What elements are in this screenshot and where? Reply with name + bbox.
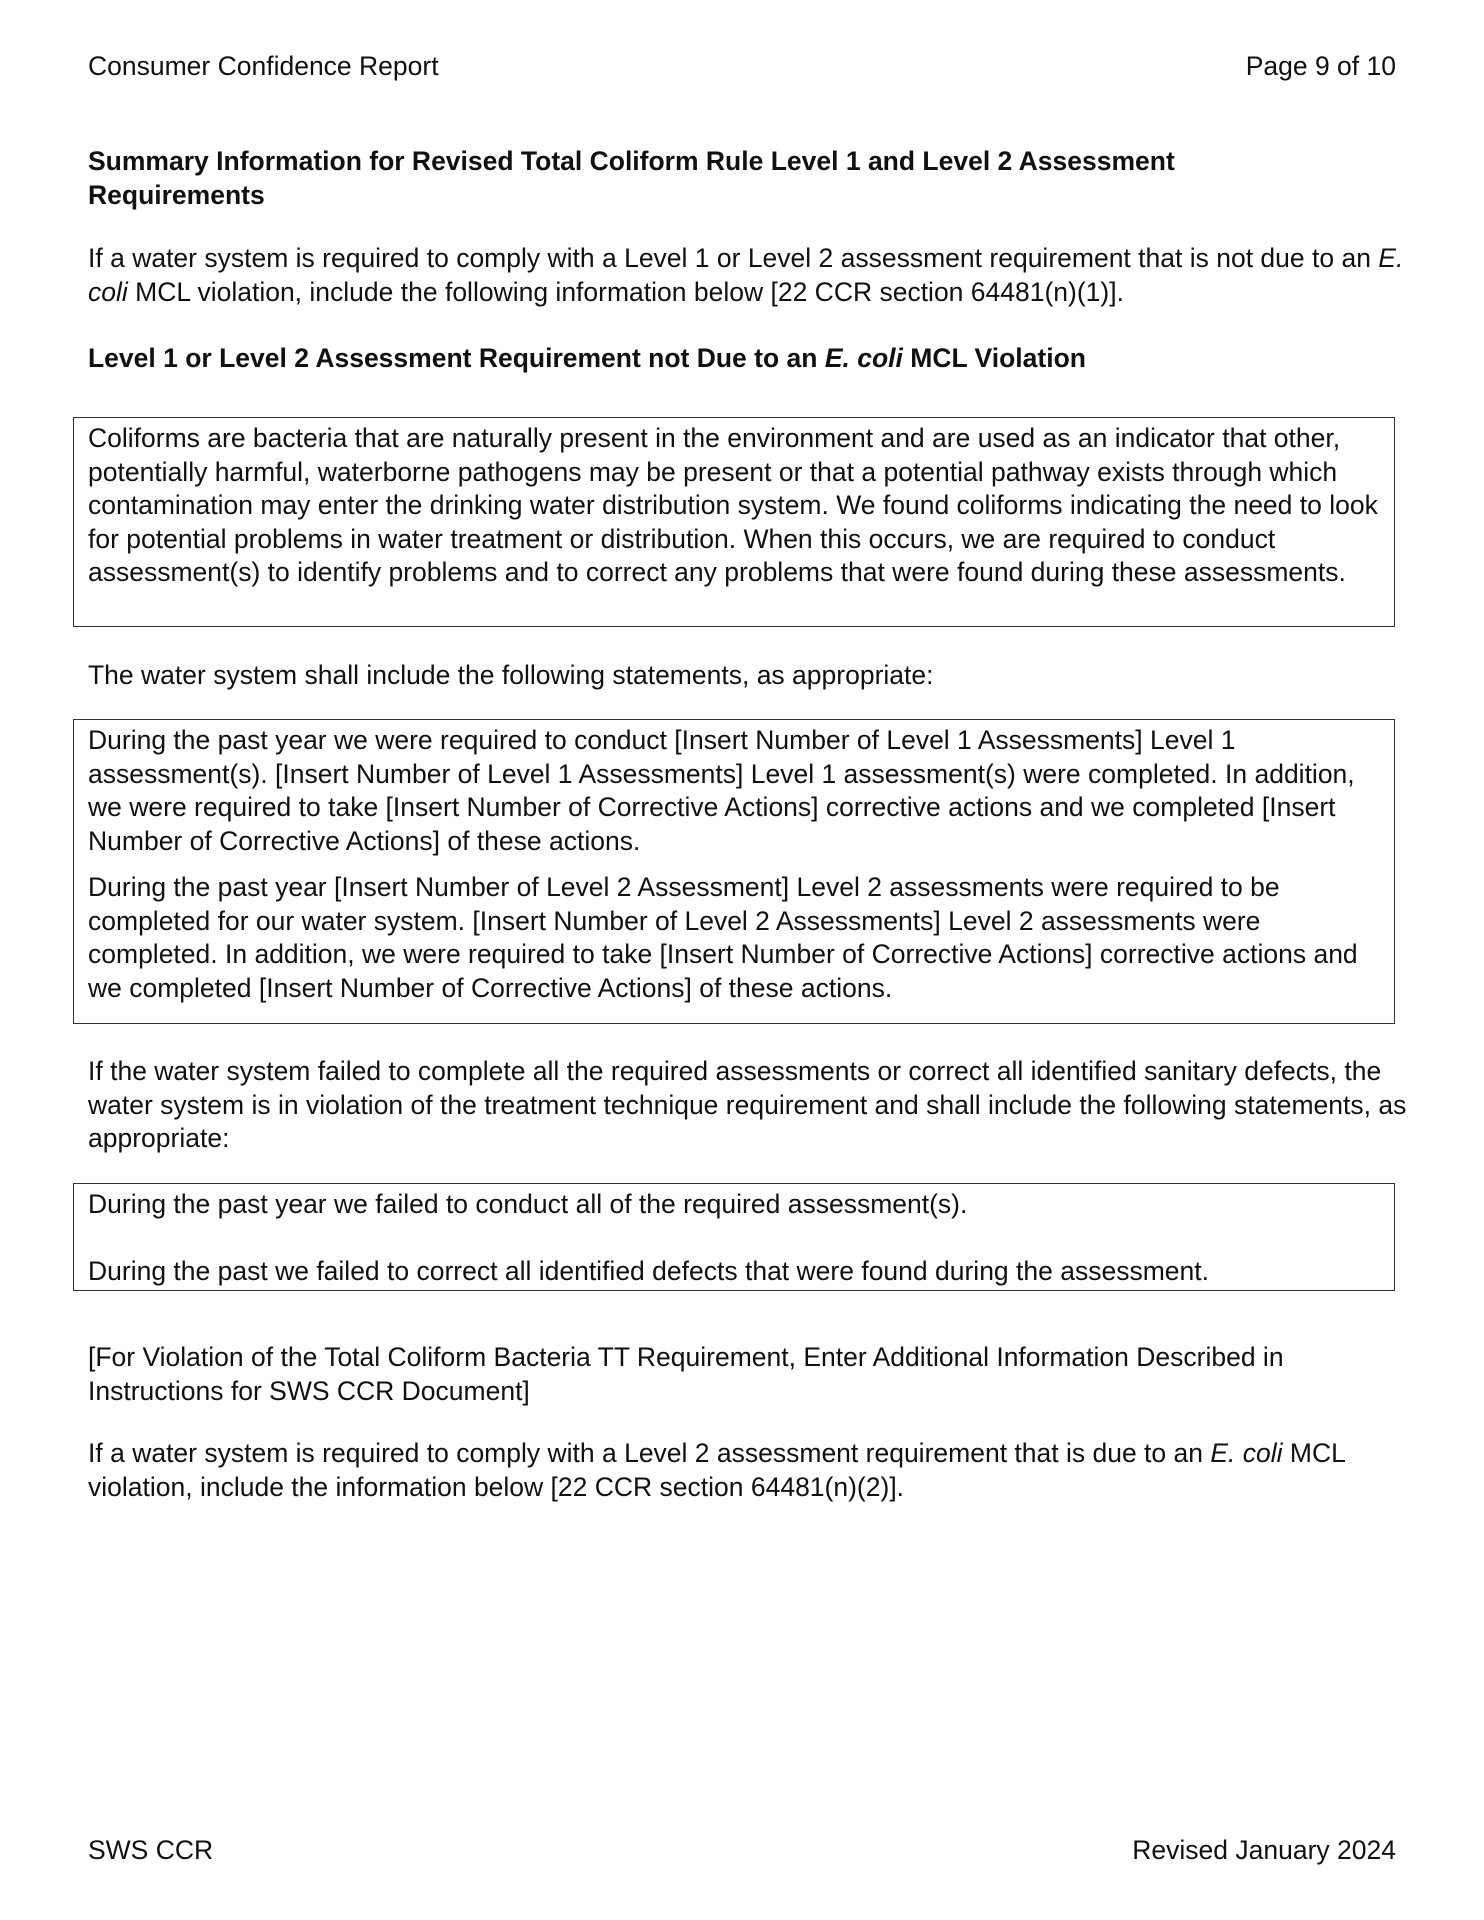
footer-left-label: SWS CCR — [88, 1835, 214, 1865]
level2-intro — [88, 1437, 1378, 1504]
header-page-number: Page 9 of 10 — [1245, 51, 1396, 81]
violation-note-block — [88, 1341, 1408, 1408]
violation-note: [For Violation of the Total Coliform Bacteria TT Requirement, Enter Additional Information Described in Instructions for SWS CCR Document] — [88, 1342, 1284, 1406]
failed-assessment-statement: During the past year we failed to conduct all of the required assessment(s). — [88, 1189, 968, 1219]
subheading-block — [88, 342, 1408, 376]
coliform-explanation-text: Coliforms are bacteria that are naturally present in the environment and are used as an indicator that other, potentially harmful, waterborne pathogens may be present or that a potential pathway exists through which contamination may enter the drinking water distribution system. We found coliforms indicating the need to look for potential problems in water treatment or distribution. When this occurs, we are required to conduct assessment(s) to identify problems and to correct any problems that were found during these assessments. — [88, 423, 1378, 587]
level1-statement: During the past year we were required to conduct [Insert Number of Level 1 Assessments] Level 1 assessment(s). [Insert Number of Level 1 Assessments] Level 1 assessment(s) were completed. In addition, we were required to take [Insert Number of Corrective Actions] corrective actions and we completed [Insert Number of Corrective Actions] of these actions. — [88, 725, 1355, 856]
section-heading-block — [88, 145, 1408, 212]
level2-intro-block — [88, 1437, 1408, 1504]
failure-intro-block — [88, 1055, 1408, 1156]
subheading-part2: MCL Violation — [902, 343, 1086, 373]
assessment-statements-box — [73, 719, 1395, 1024]
failed-correction-statement: During the past we failed to correct all identified defects that were found during the assessment. — [88, 1255, 1209, 1286]
intro-paragraph — [88, 242, 1418, 309]
intro-paragraph-block — [88, 242, 1408, 309]
coliform-explanation-box — [73, 417, 1395, 627]
failure-statements-box — [73, 1183, 1395, 1291]
intro-text-part2: MCL violation, include the following information below [22 CCR section 64481(n)(1)]. — [127, 276, 1124, 307]
subheading-part1: Level 1 or Level 2 Assessment Requirement not Due to an — [88, 343, 825, 373]
statements-intro: The water system shall include the following statements, as appropriate: — [88, 660, 934, 690]
footer-revision-date: Revised January 2024 — [1132, 1835, 1396, 1865]
subheading-ecoli-italic: E. coli — [824, 343, 903, 373]
level2-statement: During the past year [Insert Number of Level 2 Assessment] Level 2 assessments were required to be completed for our water system. [Insert Number of Level 2 Assessments] Level 2 assessments were completed. In addition, we were required to take [Insert Number of Corrective Actions] corrective actions and we completed [Insert Number of Corrective Actions] of these actions. — [88, 872, 1358, 1003]
assessment-subheading — [88, 342, 1408, 376]
level2-intro-part2: MCL violation, include the information below [22 CCR section 64481(n)(2)]. — [88, 1438, 1345, 1502]
intro-text-part1: If a water system is required to comply with a Level 1 or Level 2 assessment requirement that is not due to an — [88, 243, 1379, 273]
header-document-title: Consumer Confidence Report — [88, 51, 439, 81]
section-title: Summary Information for Revised Total Coliform Rule Level 1 and Level 2 Assessment Requirements — [88, 146, 1175, 210]
statements-intro-block — [88, 659, 1408, 693]
intro-ecoli-italic: E. coli — [88, 243, 1404, 307]
level2-ecoli-italic: E. coli — [1210, 1438, 1283, 1468]
failure-intro: If the water system failed to complete all the required assessments or correct all identified sanitary defects, the water system is in violation of the treatment technique requirement and shall include the following statements, as appropriate: — [88, 1056, 1407, 1153]
level2-intro-part1: If a water system is required to comply with a Level 2 assessment requirement that is due to an — [88, 1438, 1211, 1468]
